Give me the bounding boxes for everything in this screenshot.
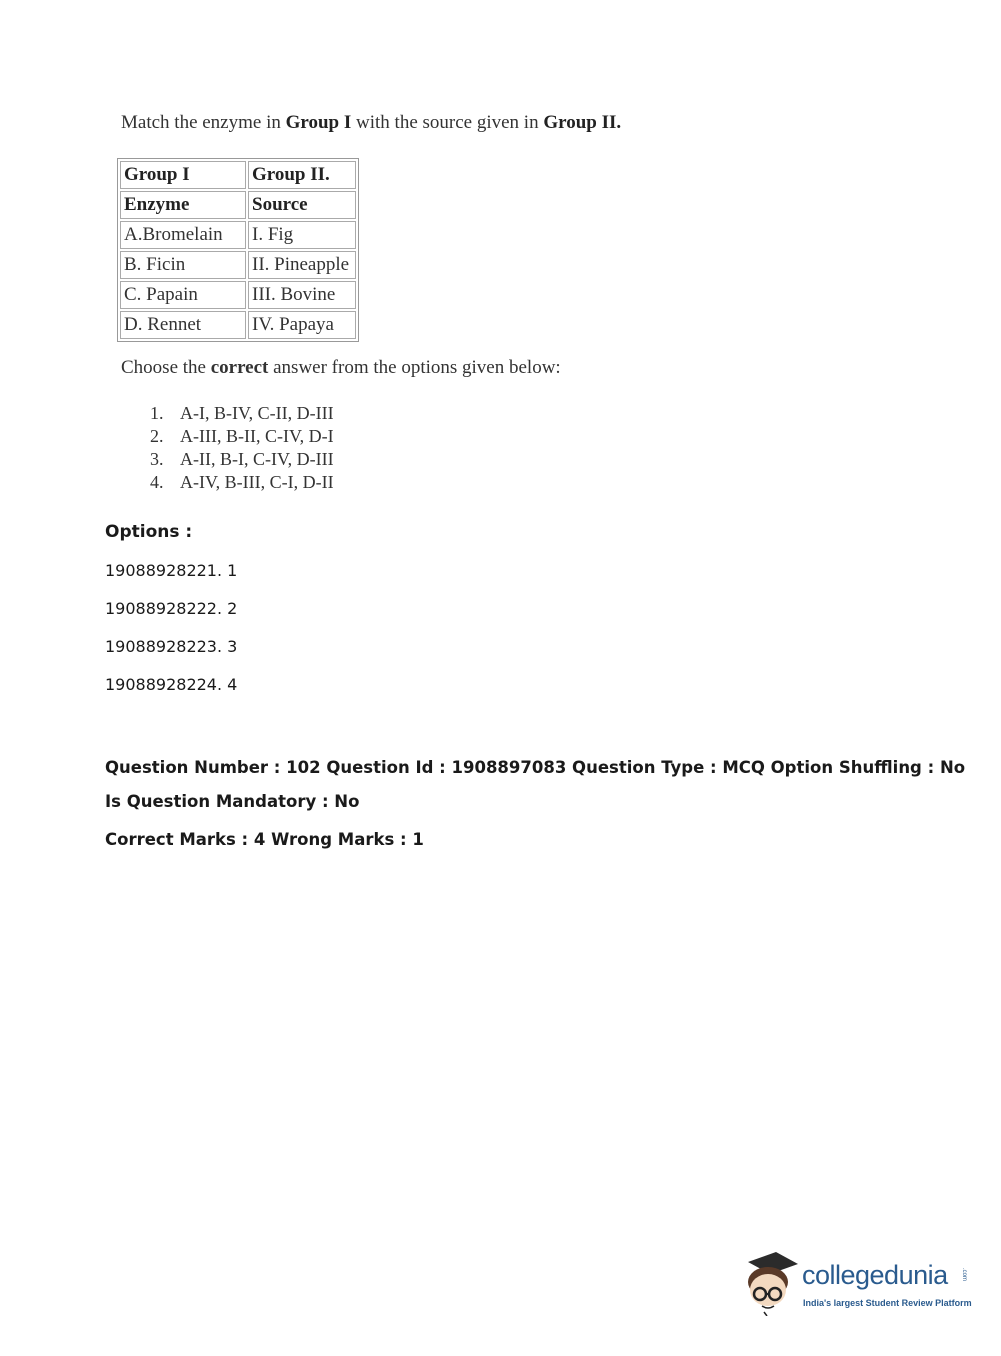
logo-tagline: India's largest Student Review Platform: [803, 1298, 972, 1308]
collegedunia-logo: [742, 1250, 972, 1320]
question-meta-line: Question Number : 102 Question Id : 1908897083 Question Type : MCQ Option Shuffling : No: [105, 758, 966, 777]
mascot-graduate-icon: [742, 1250, 798, 1316]
choose-text-1: Choose the: [121, 357, 211, 378]
answer-text: A-II, B-I, C-IV, D-III: [180, 449, 334, 469]
answer-number: 4.: [150, 472, 164, 492]
marks-line: Correct Marks : 4 Wrong Marks : 1: [105, 830, 424, 849]
match-table: [117, 158, 359, 342]
question-intro: [121, 112, 621, 134]
table-subheader-cell: Source: [248, 191, 356, 219]
question-mandatory-line: Is Question Mandatory : No: [105, 792, 360, 811]
table-cell: III. Bovine: [248, 281, 356, 309]
table-cell: D. Rennet: [120, 311, 246, 339]
table-row: [120, 311, 356, 339]
table-row: [120, 281, 356, 309]
logo-com: .com: [961, 1268, 967, 1282]
table-header-cell: Group I: [120, 161, 246, 189]
option-item: 19088928224. 4: [105, 675, 238, 694]
answer-number: 1.: [150, 403, 164, 423]
answer-text: A-III, B-II, C-IV, D-I: [180, 426, 334, 446]
list-item: [150, 402, 334, 425]
option-item: 19088928221. 1: [105, 561, 238, 580]
answer-text: A-I, B-IV, C-II, D-III: [180, 403, 334, 423]
table-cell: C. Papain: [120, 281, 246, 309]
choose-bold: correct: [210, 357, 269, 378]
logo-name: collegedunia: [802, 1260, 948, 1290]
options-title: Options :: [105, 522, 193, 542]
answer-number: 2.: [150, 426, 164, 446]
table-cell: IV. Papaya: [248, 311, 356, 339]
table-subheader-cell: Enzyme: [120, 191, 246, 219]
option-item: 19088928222. 2: [105, 599, 238, 618]
table-row: [120, 221, 356, 249]
table-subheader-row: [120, 191, 356, 219]
answer-text: A-IV, B-III, C-I, D-II: [180, 472, 334, 492]
choose-text-2: answer from the options given below:: [268, 357, 561, 378]
intro-group2: Group II.: [543, 112, 622, 133]
answer-list: [150, 402, 334, 494]
table-header-row: [120, 161, 356, 189]
list-item: [150, 425, 334, 448]
table-cell: A.Bromelain: [120, 221, 246, 249]
table-cell: I. Fig: [248, 221, 356, 249]
table-cell: II. Pineapple: [248, 251, 356, 279]
list-item: [150, 448, 334, 471]
intro-text-2: with the source given in: [351, 112, 544, 133]
table-cell: B. Ficin: [120, 251, 246, 279]
table-row: [120, 251, 356, 279]
intro-group1: Group I: [285, 112, 352, 133]
intro-text-1: Match the enzyme in: [121, 112, 286, 133]
option-item: 19088928223. 3: [105, 637, 238, 656]
answer-number: 3.: [150, 449, 164, 469]
choose-instruction: [121, 357, 561, 379]
list-item: [150, 471, 334, 494]
table-header-cell: Group II.: [248, 161, 356, 189]
